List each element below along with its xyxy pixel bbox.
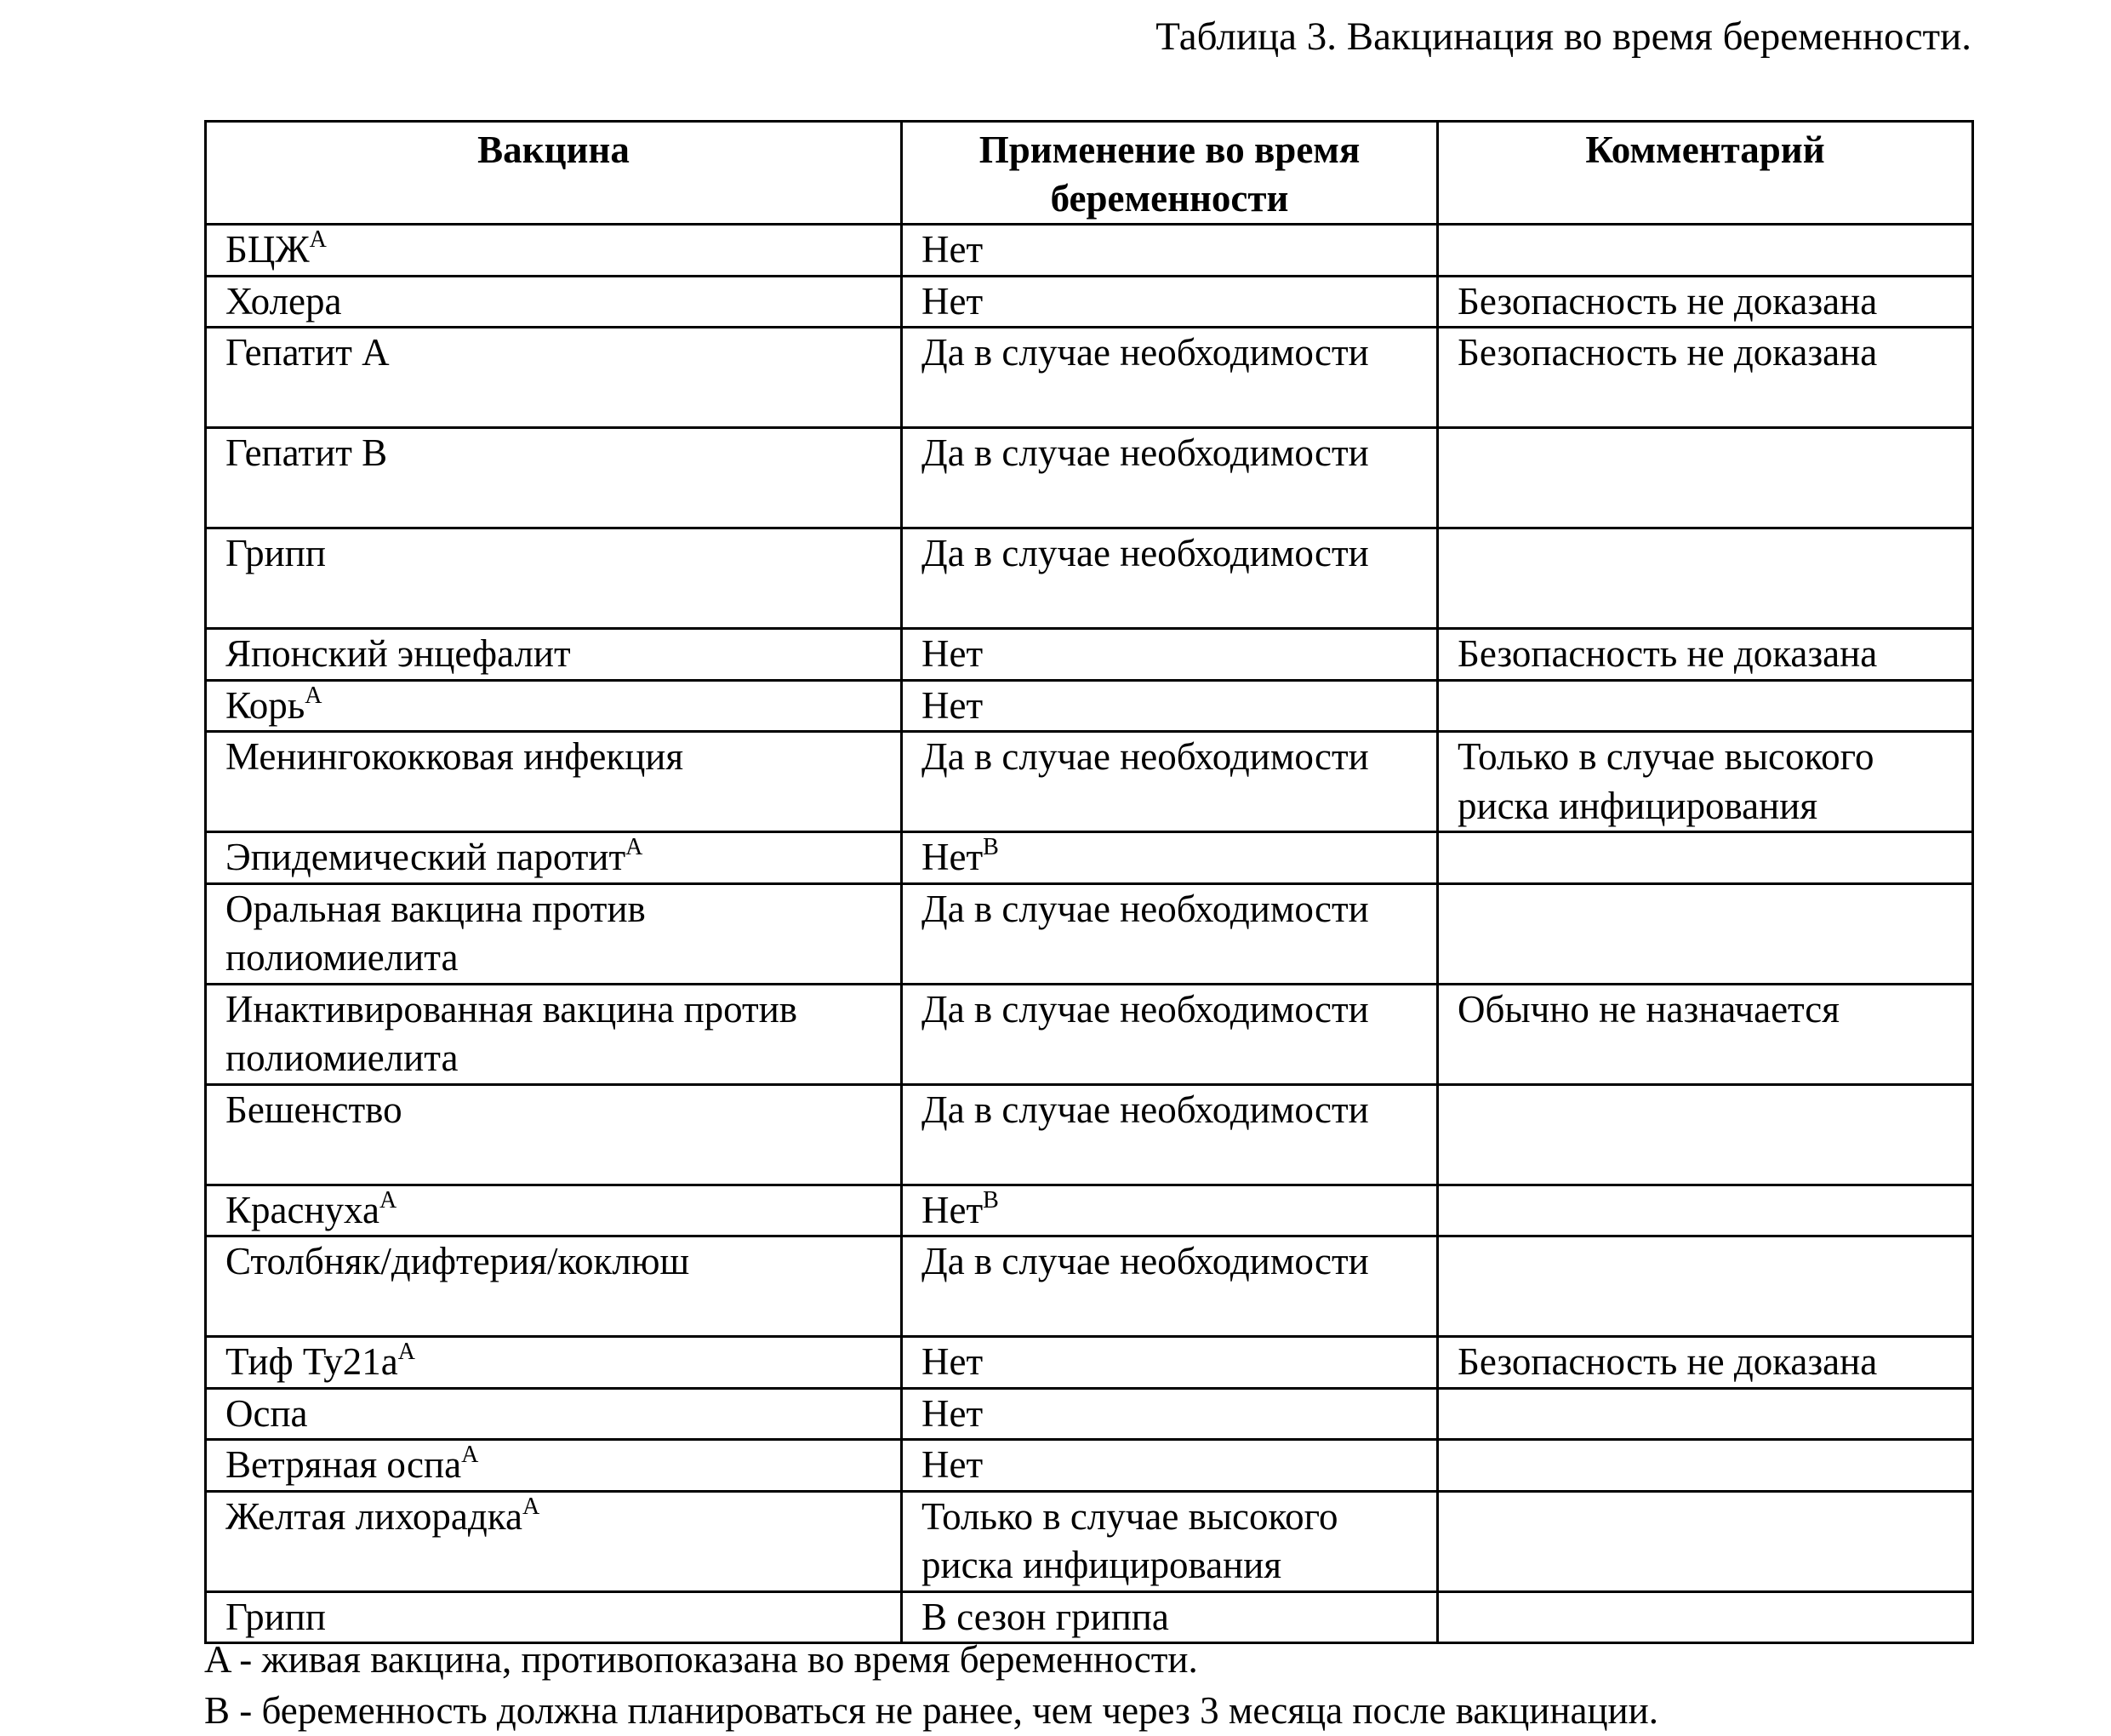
use-text: Нет [921, 1340, 984, 1383]
vaccine-name: Краснуха [225, 1188, 379, 1231]
vaccine-cell [206, 1337, 902, 1389]
comment-cell [1438, 1440, 1973, 1492]
footnote-mark: B [983, 1186, 999, 1213]
vaccine-cell [206, 680, 902, 732]
footnote-mark: A [522, 1493, 540, 1520]
comment-cell [1438, 225, 1973, 277]
comment-cell: Обычно не назначается [1438, 984, 1973, 1084]
use-text: Да в случае необходимости [921, 1088, 1369, 1131]
comment-cell [1438, 832, 1973, 884]
vaccine-name: Японский энцефалит [225, 632, 571, 675]
table-row [206, 629, 1973, 681]
use-cell [902, 528, 1438, 629]
use-cell [902, 1236, 1438, 1337]
vaccine-cell [206, 1440, 902, 1492]
use-cell [902, 276, 1438, 328]
use-cell [902, 1440, 1438, 1492]
header-comment: Комментарий [1438, 122, 1973, 225]
table-row [206, 1440, 1973, 1492]
vaccine-name: Грипп [225, 532, 326, 574]
vaccination-table [204, 120, 1974, 1644]
vaccine-cell [206, 528, 902, 629]
use-cell [902, 680, 1438, 732]
use-cell [902, 1084, 1438, 1185]
use-text: Нет [921, 1188, 984, 1231]
footnote-mark: A [625, 834, 643, 860]
vaccine-cell [206, 1236, 902, 1337]
table-row [206, 1491, 1973, 1591]
table-header-row [206, 122, 1973, 225]
footnote-mark: A [305, 682, 322, 709]
vaccine-name: Тиф Ty21a [225, 1340, 398, 1383]
vaccine-cell [206, 1084, 902, 1185]
use-cell [902, 832, 1438, 884]
use-text: Нет [921, 228, 984, 271]
use-text: Нет [921, 632, 984, 675]
comment-cell [1438, 680, 1973, 732]
use-text: Нет [921, 279, 984, 323]
vaccine-cell [206, 1185, 902, 1236]
comment-cell: Безопасность не доказана [1438, 276, 1973, 328]
footnote-mark: A [397, 1339, 415, 1365]
use-text: Да в случае необходимости [921, 887, 1369, 930]
table-row [206, 883, 1973, 984]
comment-cell [1438, 1084, 1973, 1185]
comment-cell: Безопасность не доказана [1438, 328, 1973, 428]
vaccine-name: Ветряная оспа [225, 1443, 462, 1486]
header-use-during-pregnancy: Применение во время беременности [902, 122, 1438, 225]
table-row [206, 428, 1973, 528]
table-row [206, 276, 1973, 328]
table-row [206, 680, 1973, 732]
footnote-mark: B [983, 834, 999, 860]
use-text: Нет [921, 836, 984, 878]
vaccine-name: Гепатит А [225, 331, 390, 374]
comment-cell [1438, 428, 1973, 528]
comment-cell [1438, 1491, 1973, 1591]
vaccine-cell [206, 832, 902, 884]
table-row [206, 1236, 1973, 1337]
use-cell [902, 1337, 1438, 1389]
table-row [206, 1185, 1973, 1236]
vaccine-cell [206, 629, 902, 681]
use-text: Да в случае необходимости [921, 431, 1369, 474]
header-vaccine: Вакцина [206, 122, 902, 225]
use-text: В сезон гриппа [921, 1595, 1169, 1638]
use-cell [902, 732, 1438, 832]
use-cell [902, 1185, 1438, 1236]
use-text: Да в случае необходимости [921, 735, 1369, 778]
use-cell [902, 225, 1438, 277]
vaccine-name: Оральная вакцина против полиомиелита [225, 887, 646, 979]
vaccine-cell [206, 1491, 902, 1591]
vaccine-name: Эпидемический паротит [225, 836, 626, 878]
table-row [206, 1084, 1973, 1185]
vaccine-name: БЦЖ [225, 228, 310, 271]
footnote-mark: A [309, 226, 327, 253]
use-cell [902, 428, 1438, 528]
vaccine-name: Холера [225, 279, 342, 323]
use-cell [902, 984, 1438, 1084]
vaccine-cell [206, 883, 902, 984]
vaccine-cell [206, 984, 902, 1084]
vaccine-name: Столбняк/дифтерия/коклюш [225, 1240, 690, 1282]
use-text: Нет [921, 1443, 984, 1486]
table-row [206, 1388, 1973, 1440]
vaccine-cell [206, 1388, 902, 1440]
footnotes [204, 1634, 1658, 1736]
comment-cell [1438, 883, 1973, 984]
vaccine-cell [206, 328, 902, 428]
footnote-b: B - беременность должна планироваться не ранее, чем через 3 месяца после вакцинации. [204, 1689, 1658, 1732]
use-cell [902, 328, 1438, 428]
comment-cell: Безопасность не доказана [1438, 629, 1973, 681]
use-text: Нет [921, 683, 984, 727]
vaccine-cell [206, 732, 902, 832]
table-row [206, 528, 1973, 629]
vaccine-cell [206, 225, 902, 277]
vaccine-cell [206, 428, 902, 528]
table-row [206, 832, 1973, 884]
use-cell [902, 1388, 1438, 1440]
comment-cell: Безопасность не доказана [1438, 1337, 1973, 1389]
use-cell [902, 883, 1438, 984]
vaccine-name: Инактивированная вакцина против полиомиелита [225, 987, 798, 1079]
use-text: Да в случае необходимости [921, 1240, 1369, 1282]
footnote-a: A - живая вакцина, противопоказана во время беременности. [204, 1638, 1198, 1681]
vaccine-name: Менингококковая инфекция [225, 735, 684, 778]
footnote-mark: A [461, 1442, 479, 1468]
comment-cell [1438, 1236, 1973, 1337]
vaccine-cell [206, 276, 902, 328]
comment-cell [1438, 1388, 1973, 1440]
use-cell [902, 1491, 1438, 1591]
use-text: Да в случае необходимости [921, 331, 1369, 374]
comment-cell [1438, 528, 1973, 629]
vaccine-name: Оспа [225, 1391, 308, 1435]
vaccine-name: Корь [225, 683, 305, 727]
vaccine-name: Желтая лихорадка [225, 1494, 522, 1538]
vaccine-name: Бешенство [225, 1088, 402, 1131]
page-title: Таблица 3. Вакцинация во время беременности. [1155, 14, 1971, 59]
use-cell [902, 629, 1438, 681]
table-row [206, 1337, 1973, 1389]
table-row [206, 225, 1973, 277]
vaccine-name: Грипп [225, 1595, 326, 1638]
table-row [206, 732, 1973, 832]
comment-cell: Только в случае высокого риска инфицирования [1438, 732, 1973, 832]
use-text: Нет [921, 1391, 984, 1435]
table-row [206, 328, 1973, 428]
vaccine-name: Гепатит В [225, 431, 388, 474]
use-text: Только в случае высокого риска инфицирования [921, 1494, 1338, 1586]
use-text: Да в случае необходимости [921, 532, 1369, 574]
use-text: Да в случае необходимости [921, 987, 1369, 1031]
comment-cell [1438, 1185, 1973, 1236]
table-row [206, 984, 1973, 1084]
footnote-mark: A [379, 1186, 397, 1213]
